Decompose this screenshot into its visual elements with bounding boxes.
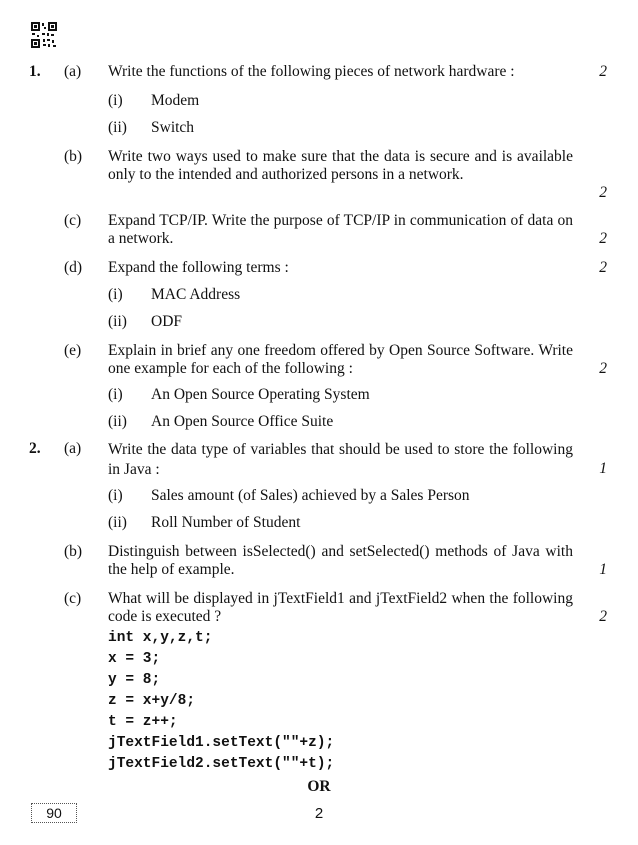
code-line: jTextField1.setText(""+z); xyxy=(108,735,335,751)
part-label: (a) xyxy=(64,440,82,457)
marks: 2 xyxy=(599,184,607,201)
code-line: jTextField2.setText(""+t); xyxy=(108,756,335,772)
question-text: Distinguish between isSelected() and setSelected() methods of Java with the help of example. xyxy=(108,543,573,578)
paper-code-box: 90 xyxy=(31,803,77,823)
part-label: (c) xyxy=(64,212,82,229)
question-text: Expand the following terms : xyxy=(108,259,289,276)
part-label: (c) xyxy=(64,590,82,607)
item-text: MAC Address xyxy=(151,286,241,303)
item-text: Roll Number of Student xyxy=(151,514,301,531)
page-number: 2 xyxy=(314,805,324,822)
item-label: (i) xyxy=(108,286,123,303)
code-line: x = 3; xyxy=(108,651,161,667)
item-text: Modem xyxy=(151,92,200,109)
item-text: Switch xyxy=(151,119,195,136)
marks: 2 xyxy=(599,360,607,377)
question-text: Write the functions of the following pieces of network hardware : xyxy=(108,63,515,80)
question-text: Explain in brief any one freedom offered by Open Source Software. Write one example for each of the following : xyxy=(108,342,573,377)
item-text: ODF xyxy=(151,313,183,330)
question-text: What will be displayed in jTextField1 and jTextField2 when the following code is executed ? xyxy=(108,590,573,625)
question-text: Write the data type of variables that should be used to store the following in Java : xyxy=(108,441,573,478)
or-separator: OR xyxy=(307,778,331,795)
item-text: An Open Source Operating System xyxy=(151,386,370,403)
question-number: 1. xyxy=(29,63,41,80)
question-text: Write two ways used to make sure that the data is secure and is available only to the intended and authorized persons in a network. xyxy=(108,148,573,183)
code-line: y = 8; xyxy=(108,672,161,688)
question-text: Expand TCP/IP. Write the purpose of TCP/IP in communication of data on a network. xyxy=(108,212,573,247)
marks: 1 xyxy=(599,460,607,477)
marks: 2 xyxy=(599,259,607,276)
code-line: z = x+y/8; xyxy=(108,693,196,709)
item-label: (i) xyxy=(108,92,123,109)
item-text: Sales amount (of Sales) achieved by a Sales Person xyxy=(151,487,470,504)
item-text: An Open Source Office Suite xyxy=(151,413,334,430)
code-line: int x,y,z,t; xyxy=(108,630,213,646)
question-number: 2. xyxy=(29,440,41,457)
qr-code-icon xyxy=(31,22,57,48)
item-label: (ii) xyxy=(108,313,127,330)
part-label: (b) xyxy=(64,148,83,165)
marks: 1 xyxy=(599,561,607,578)
item-label: (ii) xyxy=(108,514,127,531)
part-label: (d) xyxy=(64,259,83,276)
item-label: (ii) xyxy=(108,413,127,430)
marks: 2 xyxy=(599,230,607,247)
code-line: t = z++; xyxy=(108,714,178,730)
part-label: (b) xyxy=(64,543,83,560)
item-label: (i) xyxy=(108,487,123,504)
part-label: (e) xyxy=(64,342,82,359)
item-label: (ii) xyxy=(108,119,127,136)
item-label: (i) xyxy=(108,386,123,403)
marks: 2 xyxy=(599,608,607,625)
part-label: (a) xyxy=(64,63,82,80)
marks: 2 xyxy=(599,63,607,80)
